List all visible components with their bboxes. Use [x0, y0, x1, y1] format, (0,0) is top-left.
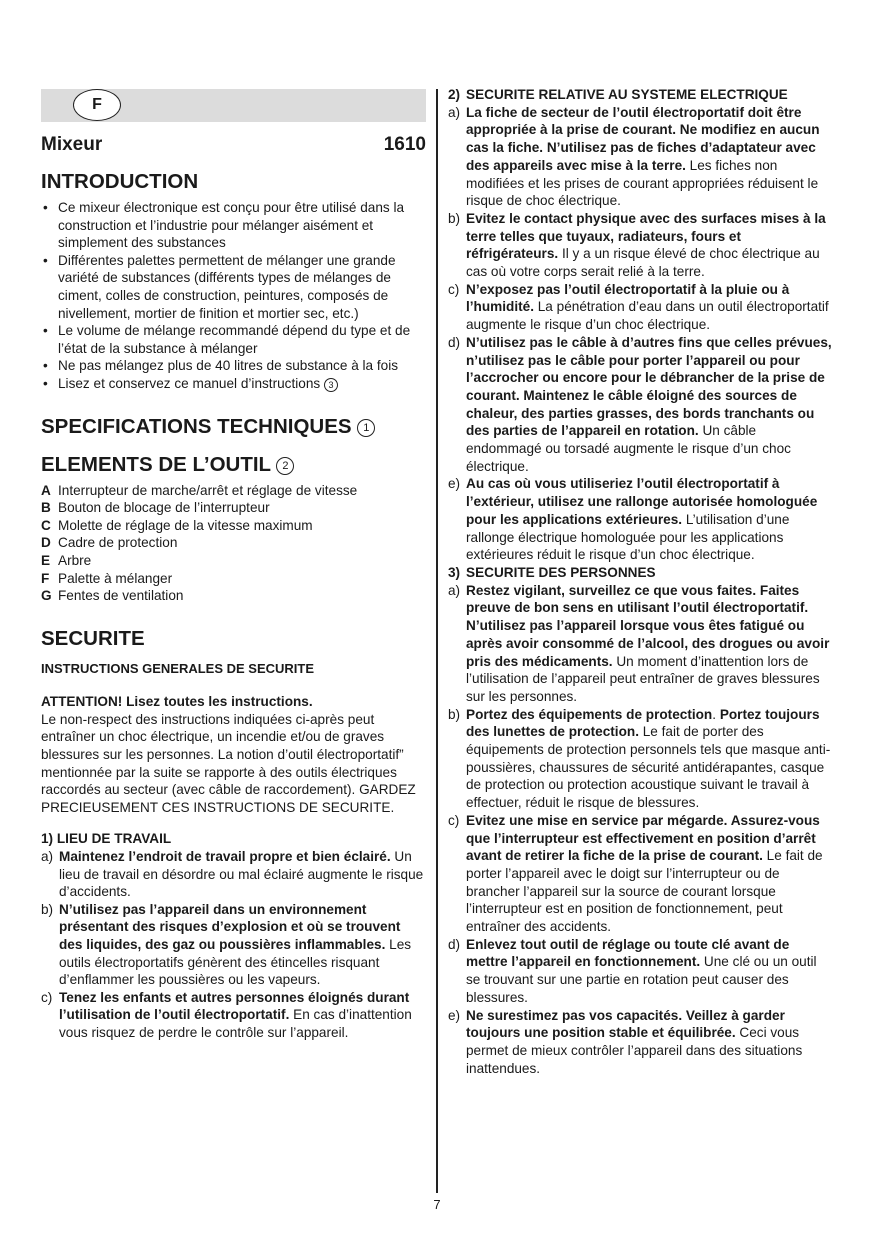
- rule-bold: Evitez une mise en service par mégarde. Assurez-vous que l’interrupteur est effectivement en position d’arrêt avant de retirer la fiche de la prise de courant.: [466, 812, 820, 864]
- rule-bold: Maintenez l’endroit de travail propre et bien éclairé.: [59, 849, 391, 865]
- rule-item: [41, 989, 426, 1042]
- elements-heading-text: ELEMENTS DE L’OUTIL: [41, 452, 271, 476]
- parts-list: [41, 482, 426, 605]
- rule-item: [448, 104, 834, 210]
- rule-bold: Portez toujours des lunettes de protection.: [466, 706, 820, 740]
- part-item: [41, 570, 426, 588]
- right-column: [448, 86, 834, 1077]
- rule-bold: N’exposez pas l’outil électroportatif à la pluie ou à l’humidité.: [466, 281, 790, 315]
- item-marker: d): [448, 936, 461, 952]
- item-marker: e): [448, 476, 461, 492]
- rule-item: [41, 901, 426, 989]
- part-label: Cadre de protection: [58, 535, 178, 551]
- rule-item: [448, 582, 834, 706]
- language-badge: F: [73, 89, 121, 121]
- part-key: A: [41, 482, 51, 498]
- rule-text: Ceci vous permet de mieux contrôler l’appareil dans des situations inattendues.: [466, 1025, 803, 1076]
- rule-text: Un moment d’inattention lors de l’utilisation de l’appareil peut entraîner de graves blessures sur les personnes.: [466, 653, 820, 704]
- part-item: [41, 482, 426, 500]
- item-marker: e): [448, 1007, 461, 1023]
- section-title: SECURITE DES PERSONNES: [466, 564, 656, 580]
- section-2-title: [448, 86, 834, 104]
- rule-bold: N’utilisez pas l’appareil dans un environnement présentant des risques d’explosion et où se trouvent des liquides, des gaz ou poussières inflammables.: [59, 901, 401, 952]
- rule-item: [448, 936, 834, 1007]
- item-marker: a): [448, 104, 461, 120]
- rule-text: Une clé ou un outil se trouvant sur une partie en rotation peut causer des blessures.: [466, 954, 817, 1005]
- section-number: 3): [448, 564, 461, 580]
- rule-item: [448, 475, 834, 564]
- part-item: [41, 499, 426, 517]
- item-marker: b): [448, 706, 461, 722]
- figure-ref: 2: [276, 457, 294, 475]
- item-marker: c): [448, 812, 460, 828]
- rule-item: [448, 706, 834, 812]
- page-number: 7: [433, 1197, 441, 1212]
- rule-item: [41, 848, 426, 901]
- rule-text: Le fait de porter des équipements de protection personnels tels que masque anti-poussières, chaussures de sécurité antidérapantes, casque de protection ou protection acoustique suivant le travail à effectuer, réduit le risque de blessures.: [466, 724, 831, 811]
- section-number: 1): [41, 831, 54, 847]
- rule-text: La pénétration d’eau dans un outil électroportatif augmente le risque d’un choc électrique.: [466, 299, 829, 333]
- rule-bold: Ne surestimez pas vos capacités. Veillez à garder toujours une position stable et équilibrée.: [466, 1007, 785, 1041]
- product-code: 1610: [383, 134, 426, 155]
- figure-ref: 3: [324, 378, 338, 392]
- item-marker: c): [41, 989, 53, 1005]
- rule-item: [448, 1007, 834, 1078]
- specs-heading: [41, 415, 426, 439]
- rule-bold: Evitez le contact physique avec des surfaces mises à la terre telles que tuyaux, radiateurs, fours et réfrigérateurs.: [466, 210, 826, 262]
- section-title: SECURITE RELATIVE AU SYSTEME ELECTRIQUE: [466, 87, 788, 102]
- rule-item: [448, 281, 834, 334]
- part-key: C: [41, 517, 51, 533]
- rule-bold: Enlevez tout outil de réglage ou toute clé avant de mettre l’appareil en fonctionnement.: [466, 936, 790, 970]
- item-marker: c): [448, 281, 460, 297]
- section-1-title: [41, 830, 426, 848]
- rule-item: [448, 812, 834, 936]
- product-header: [41, 134, 426, 156]
- elements-heading: [41, 453, 426, 477]
- rule-bold: Portez des équipements de protection: [466, 706, 713, 722]
- item-marker: b): [448, 210, 461, 226]
- rule-text: Les outils électroportatifs génèrent des étincelles risquant d’enflammer les poussières ou les vapeurs.: [59, 937, 412, 988]
- part-label: Arbre: [58, 552, 92, 568]
- left-column: [41, 89, 426, 1042]
- part-key: F: [41, 570, 50, 586]
- intro-bullet: • Ne pas mélangez plus de 40 litres de substance à la fois: [41, 357, 426, 375]
- item-marker: a): [448, 582, 461, 598]
- rule-bold: Tenez les enfants et autres personnes éloignés durant l’utilisation de l’outil électroportatif.: [59, 989, 410, 1023]
- rule-text: Il y a un risque élevé de choc électrique au cas où votre corps serait relié à la terre.: [466, 246, 820, 280]
- intro-bullet: • Ce mixeur électronique est conçu pour être utilisé dans la construction et l’industrie pour mélanger aisément et simplement des substances: [41, 199, 426, 252]
- specs-heading-text: SPECIFICATIONS TECHNIQUES: [41, 414, 352, 438]
- rule-item: [448, 334, 834, 476]
- section-3-title: [448, 564, 834, 582]
- rule-bold: Restez vigilant, surveillez ce que vous faites. Faites preuve de bon sens en utilisant l’outil électroportatif. N’utilisez pas l’appareil lorsque vous êtes fatigué ou après avoir consommé de l’alcool, des drogues ou avoir pris des médicaments.: [466, 582, 830, 669]
- part-item: [41, 587, 426, 605]
- part-key: D: [41, 535, 51, 551]
- part-key: B: [41, 500, 51, 516]
- intro-bullet: [41, 375, 426, 393]
- rule-text: .: [712, 706, 720, 722]
- part-item: [41, 517, 426, 535]
- intro-bullet: • Différentes palettes permettent de mélanger une grande variété de substances (différents types de mélanges de ciment, colles de construction, peintures, composés de nivellement, mortier de finition et mortier sec, etc.): [41, 252, 426, 322]
- rule-bold: La fiche de secteur de l’outil électroportatif doit être appropriée à la prise de courant. Ne modifiez en aucun cas la fiche. N’utilisez pas de fiches d’adaptateur avec des appareils avec mise à la terre.: [466, 104, 820, 173]
- intro-bullets: [41, 199, 426, 393]
- section-title: LIEU DE TRAVAIL: [56, 831, 172, 847]
- part-label: Molette de réglage de la vitesse maximum: [58, 517, 313, 533]
- part-item: [41, 534, 426, 552]
- part-label: Fentes de ventilation: [58, 588, 184, 604]
- part-label: Bouton de blocage de l’interrupteur: [58, 500, 270, 516]
- item-marker: a): [41, 849, 54, 865]
- rule-text: Un câble endommagé ou torsadé augmente le risque d’un choc électrique.: [466, 423, 791, 474]
- rule-text: En cas d’inattention vous risquez de perdre le contrôle sur l’appareil.: [59, 1007, 412, 1040]
- product-name: Mixeur: [41, 134, 103, 155]
- language-bar: [41, 89, 426, 122]
- column-divider: [436, 89, 438, 1193]
- intro-bullet: • Le volume de mélange recommandé dépend du type et de l’état de la substance à mélanger: [41, 322, 426, 357]
- safety-subheading: INSTRUCTIONS GENERALES DE SECURITE: [41, 660, 315, 676]
- part-label: Palette à mélanger: [58, 570, 173, 586]
- part-label: Interrupteur de marche/arrêt et réglage de vitesse: [58, 482, 358, 498]
- rule-text: Un lieu de travail en désordre ou mal éclairé augmente le risque d’accidents.: [59, 849, 424, 900]
- part-key: G: [41, 588, 52, 604]
- rule-text: Le fait de porter l’appareil avec le doigt sur l’interrupteur ou de brancher l’appareil sur la source de courant lorsque l’interrupteur est en position de fonctionnement, peut entraîner des accidents.: [466, 848, 823, 935]
- rule-item: [448, 210, 834, 281]
- item-marker: b): [41, 901, 54, 917]
- part-key: E: [41, 552, 51, 568]
- intro-bullet-text: Lisez et conservez ce manuel d’instructions: [58, 375, 321, 391]
- rule-bold: N’utilisez pas le câble à d’autres fins que celles prévues, n’utilisez pas le câble pour porter l’appareil ou pour l’accrocher ou encore pour le débrancher de la prise de courant. Maintenez le câble éloigné des sources de chaleur, des parties grasses, des bords tranchants ou des parties de l’appareil en rotation.: [466, 334, 832, 439]
- section-number: 2): [448, 87, 461, 102]
- intro-heading: INTRODUCTION: [41, 170, 199, 193]
- part-item: [41, 552, 426, 570]
- rule-bold: Au cas où vous utiliseriez l’outil électroportatif à l’extérieur, utilisez une rallonge autorisée homologuée pour les applications extérieures.: [466, 476, 818, 527]
- attention-line: ATTENTION! Lisez toutes les instructions.: [41, 694, 313, 710]
- rule-text: L’utilisation d’une rallonge électrique homologuée pour les applications extérieures réduit le risque d’un choc électrique.: [466, 511, 790, 563]
- rule-text: Les fiches non modifiées et les prises de courant appropriées réduisent le risque de choc électrique.: [466, 157, 819, 209]
- securite-heading: SECURITE: [41, 626, 145, 650]
- safety-intro-text: Le non-respect des instructions indiquées ci-après peut entraîner un choc électrique, un incendie et/ou de graves blessures sur les personnes. La notion d’outil électroportatif” mentionnée par la suite se rapporte à des outils électriques raccordés au secteur (avec câble de raccordement). GARDEZ PRECIEUSEMENT CES INSTRUCTIONS DE SECURITE.: [41, 711, 416, 815]
- figure-ref: 1: [357, 419, 375, 437]
- item-marker: d): [448, 334, 461, 350]
